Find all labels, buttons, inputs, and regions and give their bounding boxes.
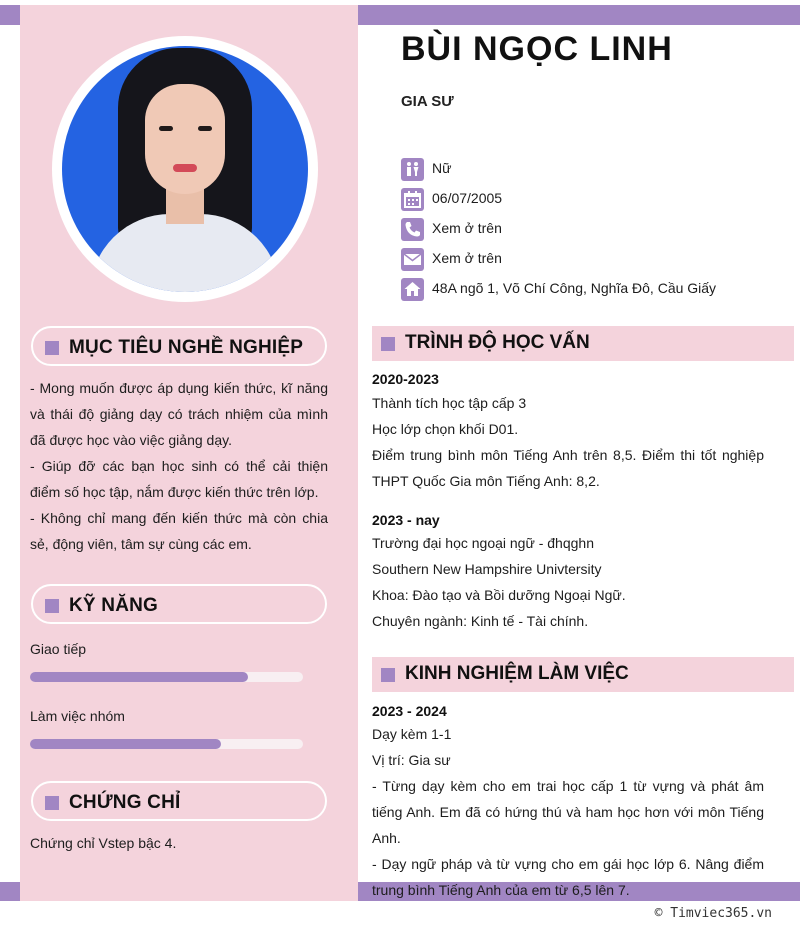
experience-line: Vị trí: Gia sư bbox=[372, 752, 451, 768]
education-title: TRÌNH ĐỘ HỌC VẤN bbox=[405, 332, 590, 353]
education-line: Khoa: Đào tạo và Bồi dưỡng Ngoại Ngữ. bbox=[372, 587, 626, 603]
bullet-square-icon bbox=[381, 337, 395, 351]
experience-line: - Từng dạy kèm cho em trai học cấp 1 từ vựng và phát âm tiếng Anh. Em đã có hứng thú và ham học hơn với môn Tiếng Anh. bbox=[372, 778, 764, 846]
certificates-heading bbox=[31, 781, 327, 821]
experience-line: - Dạy ngữ pháp và từ vựng cho em gái học lớp 6. Nâng điểm trung bình Tiếng Anh của em từ 6,5 lên 7. bbox=[372, 856, 764, 898]
bullet-square-icon bbox=[45, 341, 59, 355]
bullet-square-icon bbox=[45, 599, 59, 613]
home-icon bbox=[401, 278, 424, 301]
career-goal-p1: - Mong muốn được áp dụng kiến thức, kĩ năng và thái độ giảng dạy có trách nhiệm của mình đã được học vào việc giảng dạy. bbox=[30, 380, 328, 448]
education-line: Chuyên ngành: Kinh tế - Tài chính. bbox=[372, 613, 589, 629]
address-value: 48A ngõ 1, Võ Chí Công, Nghĩa Đô, Cầu Giấy bbox=[432, 280, 717, 296]
certificates-text: Chứng chỉ Vstep bậc 4. bbox=[30, 835, 177, 851]
skill-label: Làm việc nhóm bbox=[30, 708, 125, 724]
skills-heading bbox=[31, 584, 327, 624]
calendar-icon bbox=[401, 188, 424, 211]
experience-line: Dạy kèm 1-1 bbox=[372, 726, 452, 742]
experience-heading bbox=[372, 657, 794, 692]
experience-details bbox=[372, 721, 764, 903]
career-goal-heading bbox=[31, 326, 327, 366]
experience-period: 2023 - 2024 bbox=[372, 703, 447, 719]
career-goal-p3: - Không chỉ mang đến kiến thức mà còn chia sẻ, động viên, tâm sự cùng các em. bbox=[30, 510, 328, 552]
gender-icon bbox=[401, 158, 424, 181]
education-period: 2020-2023 bbox=[372, 371, 439, 387]
job-title: GIA SƯ bbox=[401, 93, 454, 110]
certificates-title: CHỨNG CHỈ bbox=[69, 792, 181, 813]
mail-icon bbox=[401, 248, 424, 271]
education-details bbox=[372, 530, 764, 634]
career-goal-p2: - Giúp đỡ các bạn học sinh có thể cải thiện điểm số học tập, nắm được kiến thức trên lớp. bbox=[30, 458, 328, 500]
top-band-right bbox=[358, 5, 800, 25]
full-name: BÙI NGỌC LINH bbox=[401, 30, 673, 68]
education-line: Điểm trung bình môn Tiếng Anh trên 8,5. Điểm thi tốt nghiệp THPT Quốc Gia môn Tiếng Anh: 8,2. bbox=[372, 447, 764, 489]
career-goal-title: MỤC TIÊU NGHỀ NGHIỆP bbox=[69, 337, 304, 358]
bullet-square-icon bbox=[45, 796, 59, 810]
bottom-band-left bbox=[0, 882, 20, 901]
phone-icon bbox=[401, 218, 424, 241]
skill-bar-fill bbox=[30, 672, 248, 682]
dob-value: 06/07/2005 bbox=[432, 190, 503, 206]
copyright: © Timviec365.vn bbox=[654, 906, 772, 921]
education-heading bbox=[372, 326, 794, 361]
education-period: 2023 - nay bbox=[372, 512, 440, 528]
education-line: Trường đại học ngoại ngữ - đhqghn bbox=[372, 535, 594, 551]
experience-title: KINH NGHIỆM LÀM VIỆC bbox=[405, 663, 629, 684]
avatar bbox=[62, 46, 308, 292]
email-value: Xem ở trên bbox=[432, 250, 502, 266]
education-line: Thành tích học tập cấp 3 bbox=[372, 395, 527, 411]
bullet-square-icon bbox=[381, 668, 395, 682]
education-details bbox=[372, 390, 764, 494]
skills-title: KỸ NĂNG bbox=[69, 595, 159, 616]
skill-bar bbox=[30, 672, 303, 682]
education-line: Southern New Hampshire Univtersity bbox=[372, 561, 602, 577]
career-goal-text bbox=[30, 375, 328, 557]
phone-value: Xem ở trên bbox=[432, 220, 502, 236]
skill-bar bbox=[30, 739, 303, 749]
gender-value: Nữ bbox=[432, 160, 452, 176]
education-line: Học lớp chọn khối D01. bbox=[372, 421, 519, 437]
skill-label: Giao tiếp bbox=[30, 641, 87, 657]
top-band-left bbox=[0, 5, 20, 25]
skill-bar-fill bbox=[30, 739, 221, 749]
